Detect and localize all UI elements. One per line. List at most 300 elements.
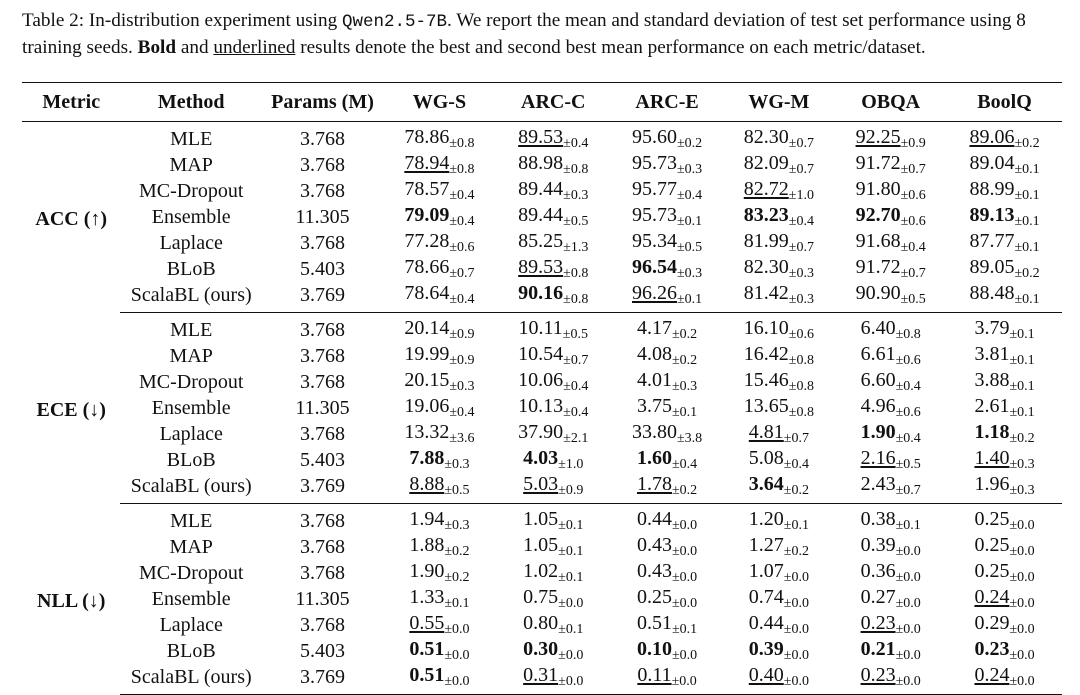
score-mean: 3.64	[748, 473, 784, 495]
score-std: ±0.6	[900, 188, 926, 203]
score-mean: 7.88	[409, 447, 445, 469]
score-mean: 90.90	[855, 282, 901, 304]
metric-group	[22, 122, 1062, 313]
score-mean: 0.30	[523, 638, 559, 660]
score-std: ±0.4	[449, 292, 475, 307]
score-std: ±0.6	[895, 405, 921, 420]
score-cell	[496, 664, 611, 695]
score-cell	[496, 343, 611, 369]
score-mean: 78.57	[404, 178, 450, 200]
score-std: ±0.3	[1009, 483, 1035, 498]
score-std: ±0.0	[895, 570, 921, 585]
score-std: ±1.0	[558, 457, 584, 472]
score-std: ±0.7	[449, 266, 475, 281]
params-cell: 5.403	[299, 639, 345, 662]
score-cell	[947, 504, 1062, 535]
score-cell	[611, 282, 724, 313]
score-std: ±0.1	[671, 405, 698, 420]
score-mean: 10.06	[518, 369, 564, 391]
score-cell	[723, 395, 834, 421]
score-cell	[496, 178, 611, 204]
score-cell	[496, 534, 611, 560]
score-mean: 96.54	[631, 256, 677, 278]
score-cell	[383, 282, 496, 313]
score-mean: 8.88	[409, 473, 445, 495]
params-cell: 3.769	[262, 473, 383, 504]
score-std: ±0.1	[1014, 292, 1040, 307]
score-mean: 2.16	[860, 447, 896, 469]
score-std: ±0.2	[783, 483, 809, 498]
score-mean: 10.54	[518, 343, 564, 365]
header-wg-m: WG-M	[723, 83, 834, 122]
method-cell: MAP	[169, 344, 213, 367]
score-std: ±1.0	[788, 188, 814, 203]
score-std: ±0.5	[676, 240, 703, 255]
score-cell	[723, 664, 834, 695]
score-mean: 91.72	[855, 256, 901, 278]
score-std: ±0.9	[558, 483, 584, 498]
score-std: ±0.3	[444, 518, 470, 533]
score-cell	[947, 122, 1062, 153]
score-std: ±0.5	[563, 214, 589, 229]
score-std: ±0.4	[449, 188, 475, 203]
score-cell	[496, 152, 611, 178]
score-std: ±0.4	[449, 405, 475, 420]
params-cell: 11.305	[295, 396, 350, 419]
params-cell: 3.768	[299, 370, 345, 393]
score-std: ±0.0	[895, 544, 921, 559]
score-std: ±0.3	[449, 379, 475, 394]
score-mean: 88.99	[969, 178, 1015, 200]
score-mean: 0.23	[860, 612, 896, 634]
score-cell	[723, 447, 834, 473]
score-cell	[947, 586, 1062, 612]
method-cell: ScalaBL (ours)	[120, 282, 262, 313]
score-std: ±0.1	[895, 518, 921, 533]
caption-underline-word: underlined	[213, 37, 296, 58]
score-cell	[496, 395, 611, 421]
score-cell	[611, 152, 724, 178]
method-cell: Ensemble	[151, 587, 231, 610]
score-mean: 1.90	[860, 421, 896, 443]
score-std: ±0.3	[444, 457, 470, 472]
score-std: ±0.0	[783, 648, 809, 663]
table-row	[22, 473, 1062, 504]
score-std: ±0.2	[676, 136, 703, 151]
score-cell	[383, 178, 496, 204]
caption-bold-word: Bold	[137, 37, 177, 58]
score-cell	[834, 369, 947, 395]
table-row	[22, 369, 1062, 395]
method-cell: MC-Dropout	[138, 179, 244, 202]
score-std: ±0.4	[563, 405, 589, 420]
score-mean: 85.25	[518, 230, 564, 252]
params-cell: 3.768	[299, 153, 345, 176]
score-mean: 91.72	[855, 152, 901, 174]
table-row	[22, 447, 1062, 473]
score-mean: 95.77	[631, 178, 677, 200]
method-cell: BLoB	[166, 639, 216, 662]
score-std: ±0.0	[444, 648, 470, 663]
score-std: ±0.4	[676, 188, 703, 203]
score-cell	[947, 421, 1062, 447]
score-mean: 0.75	[523, 586, 559, 608]
score-mean: 4.81	[748, 421, 784, 443]
score-mean: 0.29	[974, 612, 1010, 634]
score-std: ±0.1	[558, 570, 584, 585]
method-cell: MLE	[170, 318, 213, 341]
score-cell	[383, 343, 496, 369]
table-row	[22, 230, 1062, 256]
score-mean: 20.15	[404, 369, 450, 391]
score-mean: 0.51	[409, 638, 445, 660]
table-row	[22, 122, 1062, 153]
table-row	[22, 395, 1062, 421]
method-cell: Laplace	[159, 422, 223, 445]
score-cell	[947, 369, 1062, 395]
score-mean: 89.44	[518, 204, 564, 226]
score-cell	[834, 313, 947, 344]
score-cell	[834, 122, 947, 153]
method-cell: MC-Dropout	[138, 561, 244, 584]
score-mean: 79.09	[404, 204, 450, 226]
score-std: ±0.0	[671, 518, 698, 533]
score-mean: 91.68	[855, 230, 901, 252]
score-std: ±0.1	[783, 518, 809, 533]
score-mean: 16.10	[743, 317, 789, 339]
table-row	[22, 313, 1062, 344]
score-mean: 95.73	[631, 152, 677, 174]
score-std: ±0.0	[895, 674, 921, 689]
score-cell	[611, 421, 724, 447]
header-method: Method	[120, 83, 262, 122]
metric-label: ACC (↑)	[35, 207, 108, 230]
score-mean: 20.14	[404, 317, 450, 339]
score-cell	[383, 473, 496, 504]
metric-group	[22, 313, 1062, 504]
score-mean: 81.99	[743, 230, 789, 252]
score-std: ±0.0	[1009, 596, 1035, 611]
method-cell: Laplace	[159, 231, 223, 254]
score-std: ±0.3	[563, 188, 589, 203]
method-cell: Ensemble	[151, 205, 231, 228]
score-mean: 95.34	[631, 230, 677, 252]
score-cell	[723, 369, 834, 395]
score-cell	[834, 282, 947, 313]
method-cell: ScalaBL (ours)	[120, 664, 262, 695]
results-table	[22, 82, 1062, 695]
score-mean: 81.42	[743, 282, 789, 304]
score-cell	[383, 504, 496, 535]
params-cell: 3.769	[262, 282, 383, 313]
score-cell	[496, 122, 611, 153]
caption-model-name: Qwen2.5-7B	[342, 12, 448, 32]
score-cell	[611, 612, 724, 638]
score-cell	[723, 586, 834, 612]
score-mean: 15.46	[743, 369, 789, 391]
score-mean: 0.43	[636, 534, 672, 556]
score-mean: 3.75	[636, 395, 672, 417]
score-mean: 1.60	[636, 447, 672, 469]
score-std: ±0.0	[671, 570, 698, 585]
score-mean: 33.80	[631, 421, 677, 443]
score-cell	[723, 612, 834, 638]
score-std: ±2.1	[563, 431, 589, 446]
score-mean: 1.18	[974, 421, 1010, 443]
score-std: ±0.4	[449, 214, 475, 229]
table-row	[22, 178, 1062, 204]
params-cell: 11.305	[295, 587, 350, 610]
params-cell: 5.403	[299, 448, 345, 471]
method-cell: Laplace	[159, 613, 223, 636]
score-mean: 0.24	[974, 586, 1010, 608]
score-cell	[723, 313, 834, 344]
score-cell	[947, 313, 1062, 344]
score-std: ±0.1	[444, 596, 470, 611]
score-mean: 1.27	[748, 534, 784, 556]
metric-label: NLL (↓)	[37, 589, 106, 612]
score-cell	[611, 178, 724, 204]
score-cell	[611, 313, 724, 344]
table-row	[22, 586, 1062, 612]
score-mean: 89.44	[518, 178, 564, 200]
score-std: ±0.0	[1009, 518, 1035, 533]
score-cell	[383, 586, 496, 612]
score-mean: 92.70	[855, 204, 901, 226]
score-cell	[611, 369, 724, 395]
score-std: ±0.0	[1009, 622, 1035, 637]
params-cell: 3.768	[299, 422, 345, 445]
score-cell	[723, 343, 834, 369]
method-cell: MLE	[170, 509, 213, 532]
score-std: ±0.0	[783, 622, 809, 637]
score-mean: 5.03	[523, 473, 559, 495]
caption-tail: results denote the best and second best mean performance on each metric/dataset.	[295, 37, 926, 58]
score-mean: 89.06	[969, 126, 1015, 148]
score-cell	[611, 122, 724, 153]
score-std: ±0.1	[1014, 162, 1040, 177]
score-cell	[834, 473, 947, 504]
score-mean: 1.94	[409, 508, 445, 530]
score-mean: 0.10	[636, 638, 672, 660]
score-std: ±0.7	[788, 240, 814, 255]
score-mean: 1.78	[636, 473, 672, 495]
score-cell	[723, 152, 834, 178]
score-mean: 4.03	[523, 447, 559, 469]
score-std: ±0.8	[788, 379, 814, 394]
header-arc-c: ARC-C	[496, 83, 611, 122]
score-cell	[383, 664, 496, 695]
score-std: ±0.0	[671, 648, 698, 663]
score-cell	[383, 152, 496, 178]
score-cell	[383, 204, 496, 230]
caption-mid1: . We report the mean and standard deviation of test set performance using 8 training seeds.	[22, 10, 1026, 58]
score-std: ±0.3	[676, 266, 703, 281]
score-cell	[834, 395, 947, 421]
method-cell: BLoB	[166, 448, 216, 471]
score-std: ±1.3	[563, 240, 589, 255]
score-std: ±0.1	[1014, 188, 1040, 203]
score-mean: 95.60	[631, 126, 677, 148]
score-mean: 1.96	[974, 473, 1010, 495]
score-cell	[383, 395, 496, 421]
table-row	[22, 664, 1062, 695]
score-mean: 0.11	[637, 664, 672, 686]
score-mean: 78.86	[404, 126, 450, 148]
score-mean: 0.23	[860, 664, 896, 686]
score-std: ±0.0	[1009, 674, 1035, 689]
params-cell: 3.768	[299, 127, 345, 150]
header-metric: Metric	[22, 83, 120, 122]
score-cell	[834, 638, 947, 664]
score-std: ±0.0	[783, 570, 809, 585]
score-mean: 89.53	[518, 256, 564, 278]
score-cell	[496, 204, 611, 230]
score-std: ±0.4	[895, 379, 921, 394]
score-cell	[723, 178, 834, 204]
score-std: ±0.8	[449, 162, 475, 177]
score-cell	[496, 313, 611, 344]
score-mean: 16.42	[743, 343, 789, 365]
score-cell	[723, 256, 834, 282]
score-mean: 82.30	[743, 256, 789, 278]
score-cell	[611, 473, 724, 504]
metric-label: ECE (↓)	[36, 398, 106, 421]
score-mean: 96.26	[631, 282, 677, 304]
score-std: ±0.3	[1009, 457, 1035, 472]
score-cell	[383, 230, 496, 256]
score-cell	[947, 230, 1062, 256]
method-cell: Ensemble	[151, 396, 231, 419]
score-cell	[611, 343, 724, 369]
score-mean: 6.60	[860, 369, 896, 391]
score-mean: 0.38	[860, 508, 896, 530]
params-cell: 3.768	[299, 561, 345, 584]
score-cell	[496, 560, 611, 586]
score-cell	[611, 204, 724, 230]
table-row	[22, 204, 1062, 230]
score-cell	[947, 282, 1062, 313]
score-std: ±0.7	[783, 431, 809, 446]
score-std: ±0.4	[783, 457, 809, 472]
score-mean: 1.90	[409, 560, 445, 582]
score-std: ±0.6	[788, 327, 814, 342]
score-cell	[611, 447, 724, 473]
score-std: ±0.8	[895, 327, 921, 342]
score-cell	[496, 504, 611, 535]
score-std: ±0.4	[895, 431, 921, 446]
score-std: ±0.1	[1014, 240, 1040, 255]
params-cell: 3.768	[299, 231, 345, 254]
score-cell	[611, 560, 724, 586]
score-cell	[947, 534, 1062, 560]
score-mean: 0.31	[523, 664, 559, 686]
score-cell	[834, 343, 947, 369]
score-cell	[834, 504, 947, 535]
score-mean: 88.48	[969, 282, 1015, 304]
score-mean: 83.23	[743, 204, 789, 226]
score-mean: 82.72	[743, 178, 789, 200]
score-std: ±0.1	[558, 544, 584, 559]
score-cell	[723, 504, 834, 535]
score-mean: 0.43	[636, 560, 672, 582]
method-cell: MLE	[170, 127, 213, 150]
score-std: ±0.1	[558, 622, 584, 637]
score-std: ±0.0	[1009, 544, 1035, 559]
score-mean: 87.77	[969, 230, 1015, 252]
score-mean: 5.08	[748, 447, 784, 469]
score-std: ±0.8	[788, 353, 814, 368]
score-cell	[383, 447, 496, 473]
score-mean: 19.06	[404, 395, 450, 417]
score-std: ±0.2	[671, 327, 698, 342]
score-std: ±0.8	[788, 405, 814, 420]
score-mean: 1.20	[748, 508, 784, 530]
params-cell: 3.768	[299, 318, 345, 341]
score-mean: 0.51	[636, 612, 672, 634]
score-cell	[834, 664, 947, 695]
table-row	[22, 152, 1062, 178]
score-std: ±0.7	[900, 266, 926, 281]
score-std: ±0.2	[671, 353, 698, 368]
score-std: ±0.0	[783, 674, 809, 689]
score-cell	[611, 395, 724, 421]
score-cell	[947, 204, 1062, 230]
params-cell: 11.305	[295, 205, 350, 228]
score-std: ±0.7	[788, 162, 814, 177]
params-cell: 3.768	[299, 179, 345, 202]
score-mean: 13.32	[404, 421, 450, 443]
score-mean: 1.05	[523, 508, 559, 530]
score-mean: 0.21	[860, 638, 896, 660]
score-cell	[723, 122, 834, 153]
score-cell	[611, 256, 724, 282]
score-mean: 0.25	[974, 560, 1010, 582]
score-mean: 1.88	[409, 534, 445, 556]
score-std: ±3.8	[676, 431, 703, 446]
score-cell	[947, 473, 1062, 504]
score-mean: 92.25	[855, 126, 901, 148]
score-std: ±0.0	[783, 596, 809, 611]
score-mean: 0.44	[748, 612, 784, 634]
score-std: ±0.2	[671, 483, 698, 498]
score-std: ±0.5	[895, 457, 921, 472]
score-std: ±0.3	[676, 162, 703, 177]
score-std: ±0.8	[563, 266, 589, 281]
score-std: ±0.1	[671, 622, 698, 637]
score-mean: 1.40	[974, 447, 1010, 469]
score-std: ±0.2	[444, 570, 470, 585]
score-std: ±0.2	[1009, 431, 1035, 446]
score-cell	[834, 612, 947, 638]
score-mean: 37.90	[518, 421, 564, 443]
score-std: ±0.3	[788, 292, 814, 307]
score-mean: 3.79	[974, 317, 1010, 339]
params-cell: 3.768	[299, 344, 345, 367]
method-cell: MC-Dropout	[138, 370, 244, 393]
score-cell	[383, 421, 496, 447]
header-boolq: BoolQ	[947, 83, 1062, 122]
score-cell	[496, 473, 611, 504]
score-cell	[834, 586, 947, 612]
score-cell	[496, 256, 611, 282]
score-mean: 78.64	[404, 282, 450, 304]
score-cell	[834, 447, 947, 473]
score-std: ±0.5	[562, 327, 588, 342]
method-cell: ScalaBL (ours)	[120, 473, 262, 504]
score-cell	[383, 560, 496, 586]
score-mean: 4.08	[636, 343, 672, 365]
